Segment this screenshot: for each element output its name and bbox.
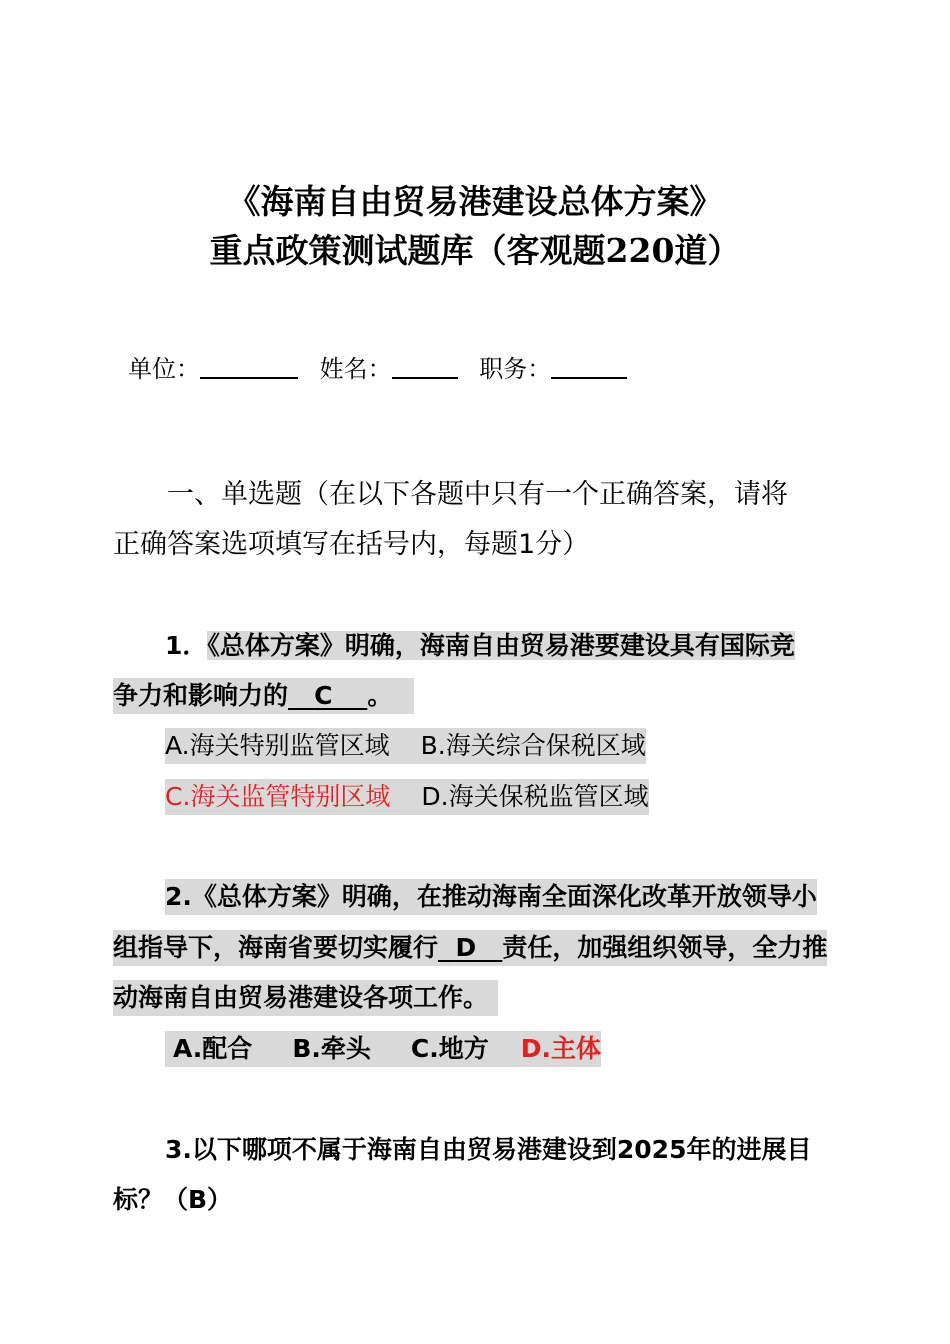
q3-line2: 标？（B） — [113, 1185, 233, 1214]
q1-answer: C — [314, 681, 333, 710]
q2-options-row — [165, 1031, 601, 1067]
q3-line1: 3.以下哪项不属于海南自由贸易港建设到2025年的进展目 — [165, 1135, 812, 1164]
q1-option-b: B.海关综合保税区域 — [420, 731, 646, 760]
q2-option-c: C.地方 — [410, 1034, 489, 1063]
q1-line2 — [113, 678, 414, 714]
q2-line3: 动海南自由贸易港建设各项工作。 — [113, 980, 498, 1016]
q1-options-row1 — [165, 728, 646, 764]
q1-options-row2 — [165, 779, 649, 815]
q1-line1 — [165, 628, 795, 664]
q2-option-d: D.主体 — [520, 1034, 601, 1063]
position-blank — [551, 353, 627, 379]
unit-blank — [200, 353, 298, 379]
q2-line2 — [113, 930, 827, 966]
document-title-line2: 重点政策测试题库（客观题220道） — [209, 231, 741, 270]
q1-text-line1: 《总体方案》明确，海南自由贸易港要建设具有国际竞 — [207, 631, 795, 660]
q2-line1: 2.《总体方案》明确，在推动海南全面深化改革开放领导小 — [165, 879, 817, 915]
section-heading-line1: 一、单选题（在以下各题中只有一个正确答案，请将 — [167, 479, 788, 510]
q1-option-d: D.海关保税监管区域 — [421, 782, 649, 811]
q2-text-line2-post: 责任，加强组织领导，全力推 — [502, 933, 828, 962]
q1-text-line2-post: 。 — [367, 681, 393, 710]
q1-option-c: C.海关监管特别区域 — [165, 782, 391, 811]
unit-label: 单位： — [128, 355, 200, 383]
q2-option-a: A.配合 — [173, 1034, 253, 1063]
document-title-line1: 《海南自由贸易港建设总体方案》 — [227, 182, 723, 221]
name-blank — [392, 353, 458, 379]
q2-text-line2-pre: 组指导下，海南省要切实履行 — [113, 933, 439, 962]
q1-option-a: A.海关特别监管区域 — [165, 731, 390, 760]
name-label: 姓名： — [319, 355, 392, 383]
q1-number: 1． — [165, 631, 208, 660]
section-heading-line2: 正确答案选项填写在括号内，每题1分） — [113, 529, 590, 560]
position-label: 职务： — [479, 355, 552, 383]
info-fields — [128, 352, 627, 386]
q2-option-b: B.牵头 — [292, 1034, 371, 1063]
q2-answer: D — [455, 933, 477, 962]
q1-text-line2-pre: 争力和影响力的 — [113, 681, 289, 710]
